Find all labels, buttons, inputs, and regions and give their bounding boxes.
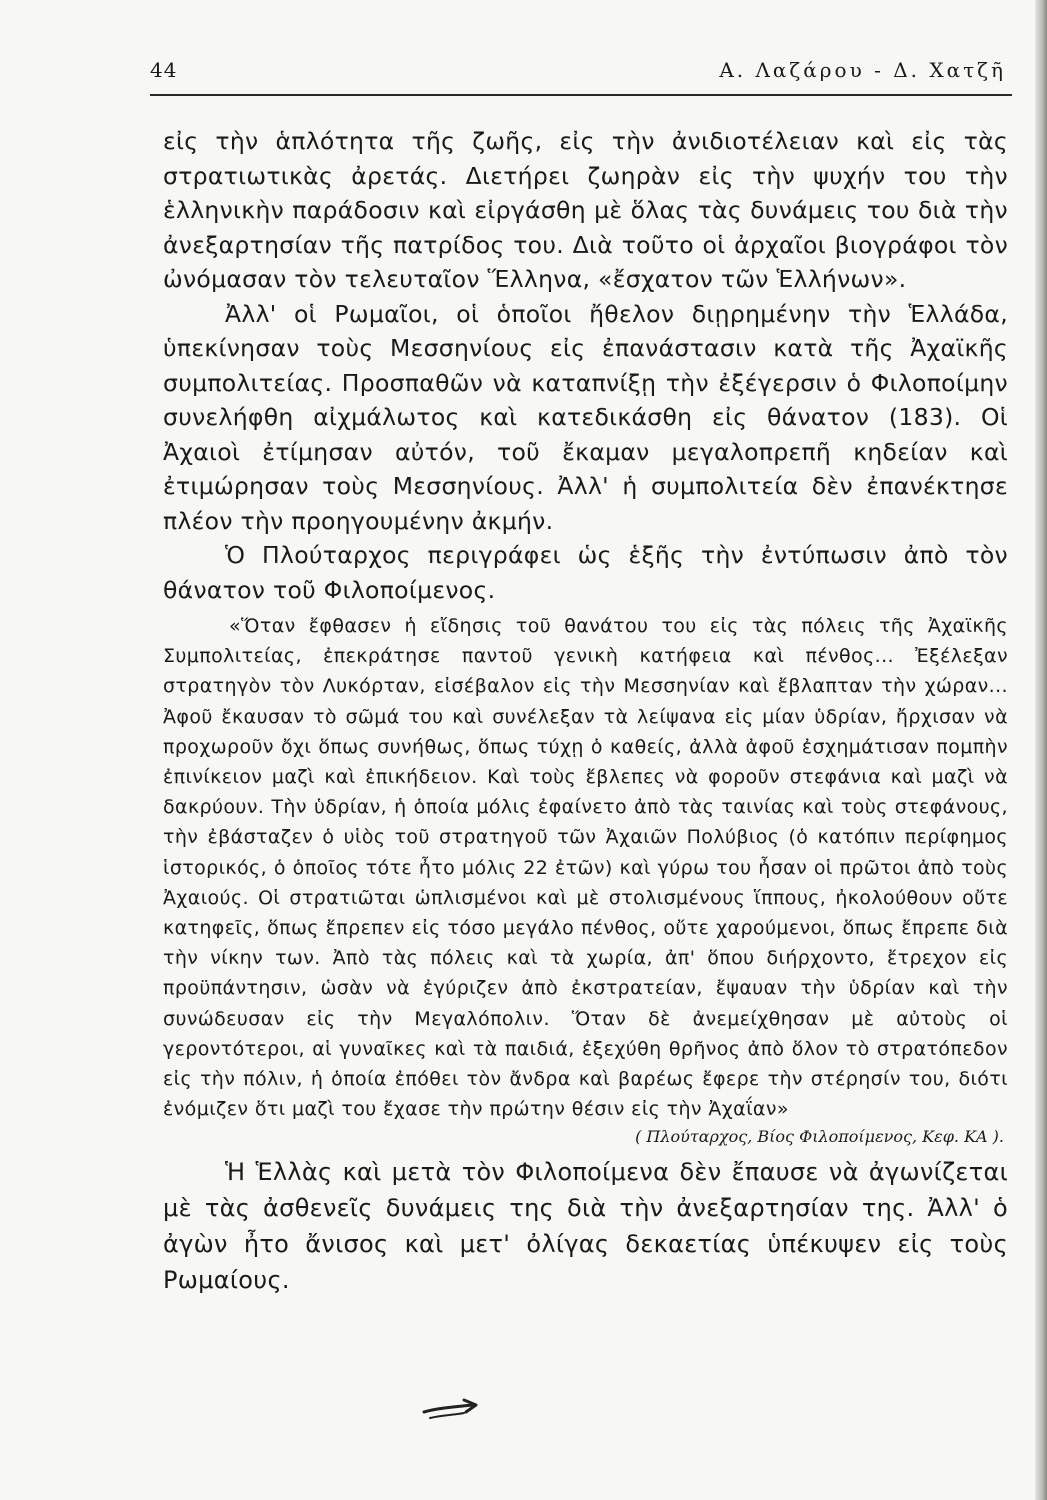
page-edge-shadow: [1035, 0, 1047, 1500]
header-rule: [150, 94, 1012, 96]
page-header: [150, 58, 1012, 90]
paragraph-conclusion: Ἡ Ἑλλὰς καὶ μετὰ τὸν Φιλοποίμενα δὲν ἔπαυσε νὰ ἀγωνίζεται μὲ τὰς ἀσθενεῖς δυνάμεις της διὰ τὴν ἀνεξαρτησίαν της. Ἀλλ' ὁ ἀγὼν ἦτο ἄνισος καὶ μετ' ὀλίγας δεκαετίας ὑπέκυψεν εἰς τοὺς Ρωμαίους.: [163, 1158, 1008, 1295]
running-head-authors: Α. Λαζάρου - Δ. Χατζῆ: [719, 58, 1006, 82]
quote-citation: ( Πλούταρχος, Βίος Φιλοποίμενος, Κεφ. ΚΑ ).: [635, 1127, 1004, 1147]
page-turn-arrow-icon: [420, 1398, 484, 1424]
plutarch-quote: «Ὅταν ἔφθασεν ἡ εἴδησις τοῦ θανάτου του εἰς τὰς πόλεις τῆς Ἀχαϊκῆς Συμπολιτείας, ἐπεκράτησε παντοῦ γενικὴ κατήφεια καὶ πένθος... Ἐξέλεξαν στρατηγὸν τὸν Λυκόρταν, εἰσέβαλον εἰς τὴν Μεσσηνίαν καὶ ἔβλαπταν τὴν χώραν... Ἀφοῦ ἔκαυσαν τὸ σῶμά του καὶ συνέλεξαν τὰ λείψανα εἰς μίαν ὑδρίαν, ἤρχισαν νὰ προχωροῦν ὄχι ὅπως συνήθως, ὅπως τύχῃ ὁ καθείς, ἀλλὰ ἀφοῦ ἐσχημάτισαν πομπὴν ἐπινίκειον μαζὶ καὶ ἐπικήδειον. Καὶ τοὺς ἔβλεπες νὰ φοροῦν στεφάνια καὶ μαζὶ νὰ δακρύουν. Τὴν ὑδρίαν, ἡ ὁποία μόλις ἐφαίνετο ἀπὸ τὰς ταινίας καὶ τοὺς στεφάνους, τὴν ἐβάσταζεν ὁ υἱὸς τοῦ στρατηγοῦ τῶν Ἀχαιῶν Πολύβιος (ὁ κατόπιν περίφημος ἱστορικός, ὁ ὁποῖος τότε ἦτο μόλις 22 ἐτῶν) καὶ γύρω του ἦσαν οἱ πρῶτοι ἀπὸ τοὺς Ἀχαιούς. Οἱ στρατιῶται ὡπλισμένοι καὶ μὲ στολισμένους ἵππους, ἠκολούθουν οὔτε κατηφεῖς, ὅπως ἔπρεπεν εἰς τόσο μεγάλο πένθος, οὔτε χαρούμενοι, ὅπως ἔπρεπε διὰ τὴν νίκην των. Ἀπὸ τὰς πόλεις καὶ τὰ χωρία, ἀπ' ὅπου διήρχοντο, ἔτρεχον εἰς προϋπάντησιν, ὡσὰν νὰ ἐγύριζεν ἀπὸ ἐκστρατείαν, ἔψαυαν τὴν ὑδρίαν καὶ τὴν συνώδευσαν εἰς τὴν Μεγαλόπολιν. Ὅταν δὲ ἀνεμείχθησαν μὲ αὐτοὺς οἱ γεροντότεροι, αἱ γυναῖκες καὶ τὰ παιδιά, ἐξεχύθη θρῆνος ἀπὸ ὅλον τὸ στρατόπεδον εἰς τὴν πόλιν, ἡ ὁποία ἐπόθει τὸν ἄνδρα καὶ βαρέως ἔφερε τὴν στέρησίν του, διότι ἐνόμιζεν ὅτι μαζὶ του ἔχασε τὴν πρώτην θέσιν εἰς τὴν Ἀχαΐαν»: [163, 615, 1008, 1121]
page-number: 44: [150, 58, 178, 82]
paragraph-romans: Ἀλλ' οἱ Ρωμαῖοι, οἱ ὁποῖοι ἤθελον διῃρημένην τὴν Ἑλλάδα, ὑπεκίνησαν τοὺς Μεσσηνίους εἰς ἐπανάστασιν κατὰ τῆς Ἀχαϊκῆς συμπολιτείας. Προσπαθῶν νὰ καταπνίξῃ τὴν ἐξέγερσιν ὁ Φιλοποίμην συνελήφθη αἰχμάλωτος καὶ κατεδικάσθη εἰς θάνατον (183). Οἱ Ἀχαιοὶ ἐτίμησαν αὐτόν, τοῦ ἔκαμαν μεγαλοπρεπῆ κηδείαν καὶ ἐτιμώρησαν τοὺς Μεσσηνίους. Ἀλλ' ἡ συμπολιτεία δὲν ἐπανέκτησε πλέον τὴν προηγουμένην ἀκμήν.: [163, 299, 1008, 535]
paragraph-continuation: εἰς τὴν ἁπλότητα τῆς ζωῆς, εἰς τὴν ἀνιδιοτέλειαν καὶ εἰς τὰς στρατιωτικὰς ἀρετάς. Διετήρει ζωηρὰν εἰς τὴν ψυχήν του τὴν ἑλληνικὴν παράδοσιν καὶ εἰργάσθη μὲ ὅλας τὰς δυνάμεις του διὰ τὴν ἀνεξαρτησίαν τῆς πατρίδος του. Διὰ τοῦτο οἱ ἀρχαῖοι βιογράφοι τὸν ὠνόμασαν τὸν τελευταῖον Ἕλληνα, «ἔσχατον τῶν Ἑλλήνων».: [163, 127, 1008, 293]
body-text: [163, 124, 1008, 1298]
paragraph-plutarch-intro: Ὁ Πλούταρχος περιγράφει ὡς ἑξῆς τὴν ἐντύπωσιν ἀπὸ τὸν θάνατον τοῦ Φιλοποίμενος.: [163, 541, 1008, 604]
